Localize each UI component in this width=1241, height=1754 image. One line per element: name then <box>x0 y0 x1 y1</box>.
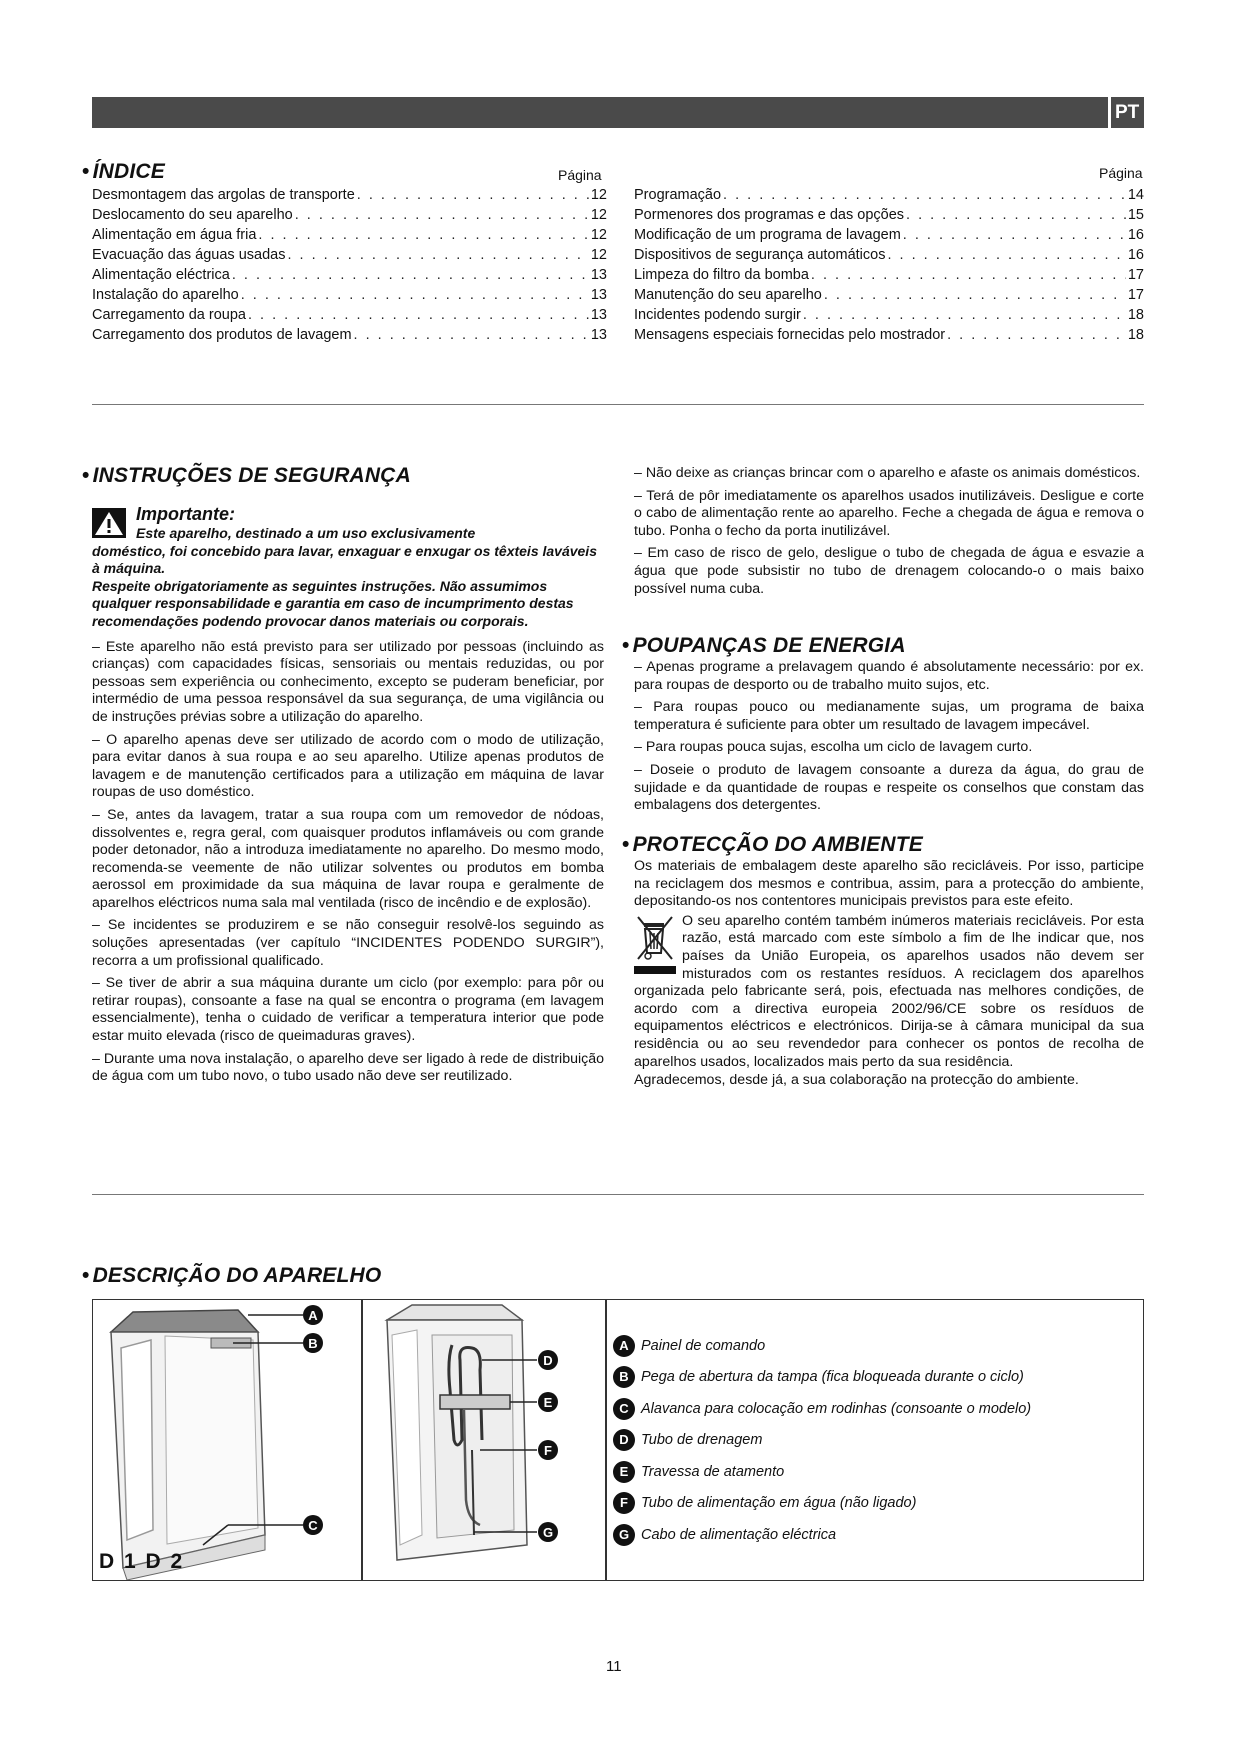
index-page-label-right: Página <box>1099 165 1143 181</box>
appliance-figure <box>92 1299 1144 1581</box>
index-entry[interactable]: Incidentes podendo surgir . . . 18 <box>634 305 1144 325</box>
svg-text:E: E <box>543 1395 553 1410</box>
environment-column <box>634 858 1144 1095</box>
safety-column-right <box>634 465 1144 603</box>
appliance-back-drawing <box>362 1300 605 1580</box>
index-entry[interactable]: Carregamento dos produtos de lavagem . . . 13 <box>92 325 607 345</box>
warning-icon <box>92 508 126 538</box>
safety-title: • INSTRUÇÕES DE SEGURANÇA <box>82 464 412 487</box>
index-entry[interactable]: Pormenores dos programas e das opções . . . 15 <box>634 205 1144 225</box>
description-title: • DESCRIÇÃO DO APARELHO <box>82 1264 382 1287</box>
environment-paragraph: O seu aparelho contém também inúmeros materiais recicláveis. Por esta razão, está marcado com este símbolo a fim de lhe indicar que, nos países da União Europeia, os aparelhos usados não devem ser misturados com os restantes resíduos. A reciclagem dos aparelhos organizada pelo fabricante será, pois, efectuada nas melhores condições, de acordo com a directiva europeia 2002/96/CE sobre os resíduos de equipamentos eléctricos e electrónicos. Dirija-se à câmara municipal da sua residência ou ao seu revendedor para conhecer os pontos de recolha de aparelhos usados, localizados mais perto da sua residência. <box>634 912 1144 1070</box>
safety-paragraph: – Se, antes da lavagem, tratar a sua roupa com um removedor de nódoas, dissolventes e, regra geral, com quaisquer produtos inflamáveis ou com grande poder detonador, não a introduza imediatamente no aparelho. Do mesmo modo, recomenda-se veemente de não utilizar solventes ou produtos em bomba aerossol em proximidade da sua máquina de lavar roupa e geralmente de aparelhos eléctricos numa sala mal ventilada (risco de incêndio e de explosão). <box>92 806 604 911</box>
important-block <box>92 504 604 631</box>
index-entry[interactable]: Deslocamento do seu aparelho . . . 12 <box>92 205 607 225</box>
safety-paragraph: – Em caso de risco de gelo, desligue o tubo de chegada de água e esvazie a água que pode subsistir no tubo de drenagem colocando-o o mais baixo possível numa cuba. <box>634 545 1144 597</box>
legend-item: D Tubo de drenagem <box>613 1425 1031 1457</box>
energy-paragraph: – Para roupas pouco ou medianamente sujas, um programa de baixa temperatura é suficiente para obter um resultado de lavagem impecável. <box>634 699 1144 733</box>
index-entry[interactable]: Evacuação das águas usadas . . . 12 <box>92 245 607 265</box>
index-entry[interactable]: Alimentação eléctrica . . . 13 <box>92 265 607 285</box>
divider <box>92 1194 1144 1195</box>
index-entry[interactable]: Manutenção do seu aparelho . . . 17 <box>634 285 1144 305</box>
environment-paragraph: Os materiais de embalagem deste aparelho são recicláveis. Por isso, participe na reciclagem dos mesmos e contribua, assim, para a protecção do ambiente, depositando-os nos contentores municipais previstos para este efeito. <box>634 858 1144 910</box>
safety-paragraph: – Se tiver de abrir a sua máquina durante um ciclo (por exemplo: para pôr ou retirar roupas), consoante a fase na qual se encontra o programa (em lavagem essencialmente), tenha o cuidado de verificar a temperatura interior que pode estar muito elevada (risco de queimaduras graves). <box>92 975 604 1045</box>
index-page-label-left: Página <box>558 167 602 183</box>
index-entry[interactable]: Programação . . . 14 <box>634 185 1144 205</box>
appliance-front-drawing <box>93 1300 361 1580</box>
legend-item: B Pega de abertura da tampa (fica bloqueada durante o ciclo) <box>613 1362 1031 1394</box>
important-title: Importante: <box>136 504 235 524</box>
index-entry[interactable]: Desmontagem das argolas de transporte . . . 12 <box>92 185 607 205</box>
svg-text:F: F <box>544 1443 552 1458</box>
energy-paragraph: – Para roupas pouca sujas, escolha um ciclo de lavagem curto. <box>634 739 1033 756</box>
model-code: D 1 D 2 <box>99 1550 185 1573</box>
energy-title: • POUPANÇAS DE ENERGIA <box>622 634 906 657</box>
index-list-left <box>92 185 607 345</box>
legend-item: A Painel de comando <box>613 1330 1031 1362</box>
svg-text:A: A <box>308 1308 318 1323</box>
energy-column <box>634 659 1144 820</box>
legend-item: C Alavanca para colocação em rodinhas (consoante o modelo) <box>613 1393 1031 1425</box>
legend-item: G Cabo de alimentação eléctrica <box>613 1519 1031 1551</box>
language-tag: PT <box>1108 97 1144 128</box>
figure-divider <box>605 1300 607 1580</box>
safety-column <box>92 500 604 1091</box>
index-entry[interactable]: Limpeza do filtro da bomba . . . 17 <box>634 265 1144 285</box>
svg-text:B: B <box>308 1336 318 1351</box>
energy-paragraph: – Apenas programe a prelavagem quando é absolutamente necessário: por ex. para roupas de desporto ou de trabalho muito sujos, etc. <box>634 659 1144 693</box>
safety-paragraph: – Não deixe as crianças brincar com o aparelho e afaste os animais domésticos. <box>634 465 1141 481</box>
parts-legend <box>613 1330 1031 1551</box>
crossed-bin-icon <box>634 913 676 975</box>
svg-text:C: C <box>308 1518 318 1533</box>
header-bar <box>92 97 1144 128</box>
index-entry[interactable]: Mensagens especiais fornecidas pelo mostrador . . . 18 <box>634 325 1144 345</box>
safety-paragraph: – Se incidentes se produzirem e se não conseguir resolvê-los seguindo as soluções apresentadas (ver capítulo “INCIDENTES PODENDO SURGIR”), recorra a um profissional qualificado. <box>92 917 604 969</box>
index-entry[interactable]: Instalação do aparelho . . . 13 <box>92 285 607 305</box>
index-list-right <box>634 185 1144 345</box>
divider <box>92 404 1144 405</box>
safety-paragraph: – O aparelho apenas deve ser utilizado de acordo com o modo de utilização, para evitar danos à sua roupa e ao seu aparelho. Utilize apenas produtos de lavagem e de manutenção certificados para a utilização em máquina de lavar roupas de uso doméstico. <box>92 731 604 801</box>
legend-item: F Tubo de alimentação em água (não ligado) <box>613 1488 1031 1520</box>
safety-paragraph: – Durante uma nova instalação, o aparelho deve ser ligado à rede de distribuição de água com um tubo novo, o tubo usado não deve ser reutilizado. <box>92 1050 604 1085</box>
important-text: Este aparelho, destinado a um uso exclusivamente doméstico, foi concebido para lavar, enxaguar e enxugar os têxteis laváveis à máquina. Respeite obrigatoriamente as seguintes instruções. Não assumimos qualquer responsabilidade e garantia em caso de incumprimento destas recomendações podendo provocar danos materiais ou corporais. <box>92 525 597 629</box>
environment-title: • PROTECÇÃO DO AMBIENTE <box>622 833 923 856</box>
safety-paragraph: – Este aparelho não está previsto para ser utilizado por pessoas (incluindo as crianças) com capacidades físicas, sensoriais ou mentais reduzidas, ou por pessoas sem experiência ou conhecimento, excepto se puderam beneficiar, por intermédio de uma pessoa responsável da sua segurança, de uma vigilância ou de instruções prévias sobre a utilização do aparelho. <box>92 638 604 725</box>
page-number: 11 <box>606 1658 622 1675</box>
safety-paragraph: – Terá de pôr imediatamente os aparelhos usados inutilizáveis. Desligue e corte o cabo de alimentação rente ao aparelho. Feche a chegada de água e remova o tubo. Ponha o fecho da porta inutilizável. <box>634 487 1144 539</box>
index-title: • ÍNDICE <box>82 160 165 183</box>
index-entry[interactable]: Dispositivos de segurança automáticos . . . 16 <box>634 245 1144 265</box>
index-entry[interactable]: Carregamento da roupa . . . 13 <box>92 305 607 325</box>
svg-text:D: D <box>543 1353 553 1368</box>
svg-text:G: G <box>542 1525 554 1540</box>
index-entry[interactable]: Modificação de um programa de lavagem . . . 16 <box>634 225 1144 245</box>
energy-paragraph: – Doseie o produto de lavagem consoante a dureza da água, do grau de sujidade e da quantidade de roupas e respeite os conselhos que constam das embalagens dos detergentes. <box>634 761 1144 814</box>
environment-paragraph: Agradecemos, desde já, a sua colaboração na protecção do ambiente. <box>634 1072 1079 1089</box>
index-entry[interactable]: Alimentação em água fria . . . 12 <box>92 225 607 245</box>
legend-item: E Travessa de atamento <box>613 1456 1031 1488</box>
